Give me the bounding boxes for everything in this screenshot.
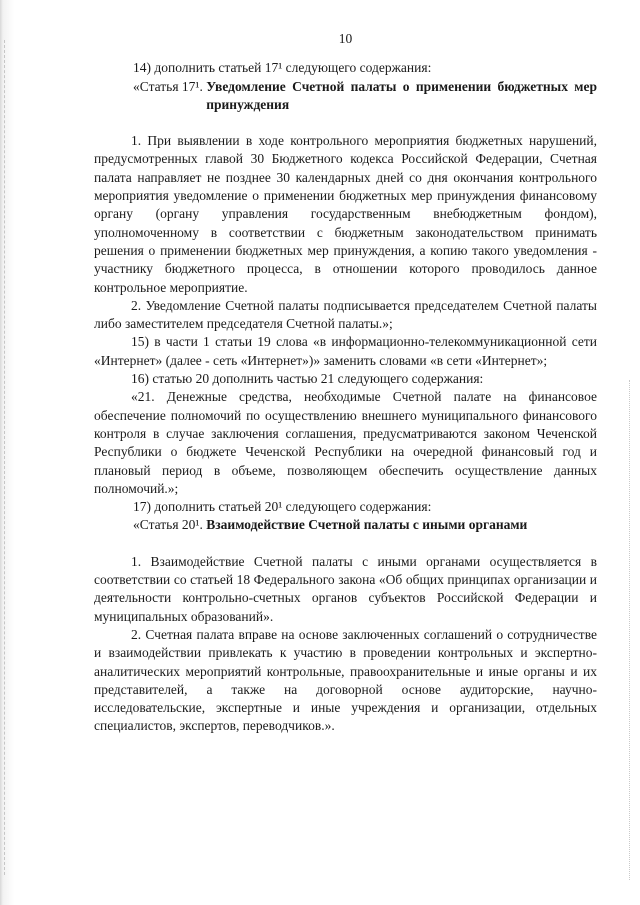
part-21: «21. Денежные средства, необходимые Счетной палате на финансовое обеспечение полномочий по осуществлению внешнего муниципального финансового контроля в случае заключения соглашения, предусматриваются законом Чеченской Республики о бюджете Чеченской Республики на очередной финансовый год и плановый период в объеме, позволяющем обеспечить осуществление данных полномочий.»; [94, 389, 597, 496]
article-20-paragraph-1: 1. Взаимодействие Счетной палаты с иными органами осуществляется в соответствии со статьей 18 Федерального закона «Об общих принципах организации и деятельности контрольно-счетных органов субъектов Российской Федерации и муниципальных образований». [94, 553, 597, 624]
article-20-paragraph-2: 2. Счетная палата вправе на основе заключенных соглашений о сотрудничестве и взаимодействии привлекать к участию в проведении контрольных и экспертно-аналитических мероприятий контрольные, правоохранительные и иные органы и их представителей, а также на договорной основе аудиторские, научно-исследовательские, экспертные и иные учреждения и организации, отдельных специалистов, экспертов, переводчиков.». [94, 626, 597, 734]
scan-edge-left [0, 0, 14, 905]
article-17-paragraph-2: 2. Уведомление Счетной палаты подписывается председателем Счетной палаты либо заместителем председателя Счетной палаты.»; [94, 297, 597, 332]
spacer [94, 535, 597, 553]
article-20-lead: «Статья 20¹. [133, 517, 203, 533]
article-17-paragraph-1: 1. При выявлении в ходе контрольного мероприятия бюджетных нарушений, предусмотренных главой 30 Бюджетного кодекса Российской Федерации, Счетная палата направляет не позднее 30 календарных дней со дня окончания контрольного мероприятия уведомление о применении бюджетных мер принуждения финансовому органу (органу управления государственным внебюджетным фондом), уполномоченному в соответствии с бюджетным законодательством принимать решения о применении бюджетных мер принуждения, а копию такого уведомления - участнику бюджетного процесса, в отношении которого проводилось данное контрольное мероприятие. [94, 133, 597, 295]
item-15: 15) в части 1 статьи 19 слова «в информационно-телекоммуникационной сети «Интернет» (далее - сеть «Интернет»)» заменить словами «в сети «Интернет»; [94, 334, 597, 368]
article-20-heading [94, 516, 597, 534]
page-number: 10 [338, 31, 353, 46]
article-17-lead: «Статья 17¹. [133, 78, 203, 94]
spacer [94, 114, 597, 132]
document-page [94, 30, 597, 736]
item-17-intro: 17) дополнить статьей 20¹ следующего содержания: [133, 499, 432, 515]
article-17-heading [94, 78, 597, 115]
article-20-title: Взаимодействие Счетной палаты с иными органами [206, 517, 528, 533]
item-16: 16) статью 20 дополнить частью 21 следующего содержания: [131, 371, 484, 387]
item-14-intro: 14) дополнить статьей 17¹ следующего содержания: [133, 60, 432, 76]
scan-binding-marks [4, 40, 7, 875]
article-17-title: Уведомление Счетной палаты о применении бюджетных мер принуждения [206, 78, 597, 112]
scan-noise-marks [629, 380, 632, 880]
